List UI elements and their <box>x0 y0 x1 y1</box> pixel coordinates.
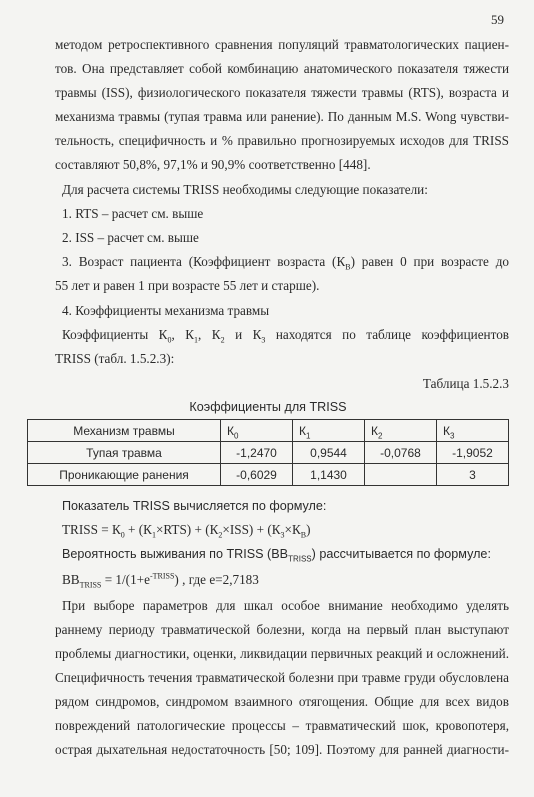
table-header-row <box>28 420 509 442</box>
paragraph-line: рядом синдромов, синдромом взаимного отягощения. Общие для всех видов <box>55 694 509 709</box>
paragraph-line: составляют 50,8%, 97,1% и 90,9% соответственно [448]. <box>55 157 371 172</box>
survival-intro: Вероятность выживания по TRISS $(ВВ_{TRISS})$ рассчитывается по формуле: <box>62 547 491 564</box>
table-cell <box>364 464 436 486</box>
table-cell: Проникающие ранения <box>28 464 221 486</box>
table-header-cell: $К_1$ <box>293 420 365 442</box>
table-row <box>28 442 509 464</box>
table-header-cell: $К_2$ <box>364 420 436 442</box>
survival-formula: $BB_{TRISS} = 1/(1+e^{-TRISS})$ , где е=2,7183 <box>62 571 259 590</box>
table-header-cell: Механизм травмы <box>28 420 221 442</box>
page-number: 59 <box>491 12 504 27</box>
paragraph-line: раннему периоду травматической болезни, когда на первый план выступают <box>55 622 509 637</box>
table-cell: 3 <box>436 464 508 486</box>
paragraph-line: тов. Она представляет собой комбинацию анатомического показателя тяжести <box>55 61 509 76</box>
list-item-3-cont: 55 лет и равен 1 при возрасте 55 лет и старше). <box>55 278 320 293</box>
paragraph-line: повреждений патологические процессы – травматический шок, кровопотеря, <box>55 718 509 733</box>
list-item-1: 1. RTS – расчет см. выше <box>62 206 204 221</box>
paragraph-line: острая дыхательная недостаточность [50; 109]. Поэтому для ранней диагности- <box>55 742 509 757</box>
list-intro: Для расчета системы TRISS необходимы следующие показатели: <box>62 182 428 197</box>
table-cell: 0,9544 <box>293 442 365 464</box>
paragraph-line: механизма травмы (тупая травма или ранение). По данным M.S. Wong чувстви- <box>55 109 509 124</box>
coefficients-sentence: Коэффициенты $К_0$, $К_1$, $К_2$ и $К_3$ находятся по таблице коэффициентов <box>62 327 510 345</box>
list-item-4: 4. Коэффициенты механизма травмы <box>62 303 270 318</box>
table-header-cell: $К_3$ <box>436 420 508 442</box>
paragraph-line: методом ретроспективного сравнения популяций травматологических пациен- <box>55 37 509 52</box>
list-item-2: 2. ISS – расчет см. выше <box>62 230 199 245</box>
table-cell: -1,2470 <box>221 442 293 464</box>
coefficients-sentence-cont: TRISS (табл. 1.5.2.3): <box>55 351 175 366</box>
table-cell: -0,6029 <box>221 464 293 486</box>
paragraph-line: тельность, специфичность и % правильно прогнозируемых исходов для TRISS <box>55 133 509 148</box>
triss-formula: TRISS = $К_0 + (К_1\times RTS) + (К_2\times ISS) + (К_3\times К_В)$ <box>62 522 311 540</box>
table-cell: -1,9052 <box>436 442 508 464</box>
paragraph-line: Специфичность течения травматической болезни при травме груди обусловлена <box>55 670 509 685</box>
table-label: Таблица 1.5.2.3 <box>422 376 509 391</box>
paragraph-line: При выборе параметров для шкал особое внимание необходимо уделять <box>62 598 509 613</box>
table-cell: -0,0768 <box>364 442 436 464</box>
paragraph-line: проблемы диагностики, оценки, ликвидации первичных реакций и осложнений. <box>55 646 509 661</box>
table-title: Коэффициенты для TRISS <box>189 400 347 414</box>
table-cell: 1,1430 <box>293 464 365 486</box>
formula-intro: Показатель TRISS вычисляется по формуле: <box>62 499 327 513</box>
table-cell: Тупая травма <box>28 442 221 464</box>
table-header-cell: $К_0$ <box>221 420 293 442</box>
table-row <box>28 464 509 486</box>
paragraph-line: травмы (ISS), физиологического показателя тяжести травмы (RTS), возраста и <box>55 85 509 100</box>
list-item-3: 3. Возраст пациента (Коэффициент возраста $(К_В)$ равен 0 при возрасте до <box>62 254 509 272</box>
coefficients-table <box>27 419 509 486</box>
